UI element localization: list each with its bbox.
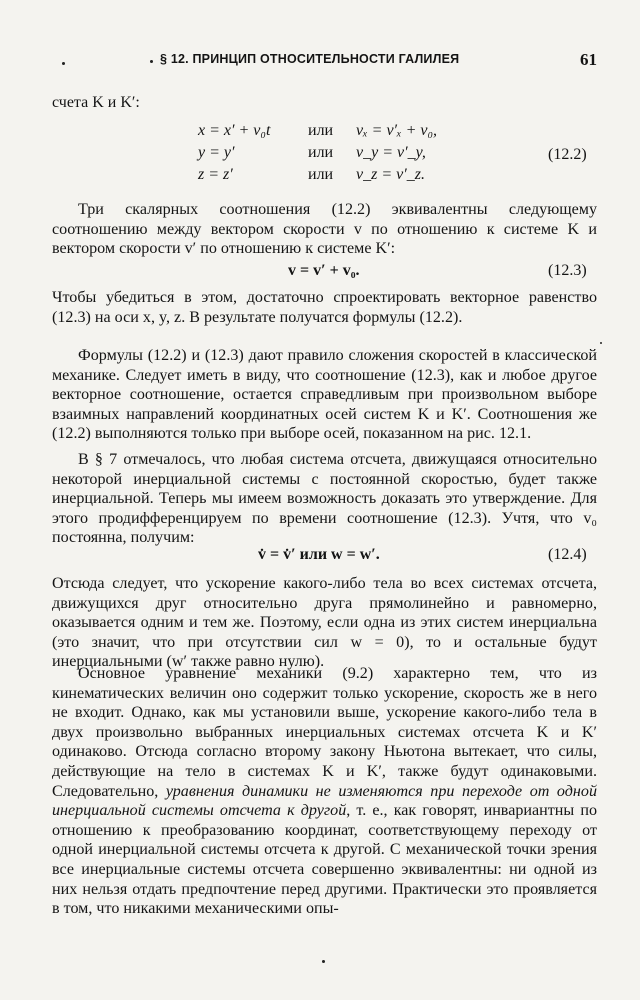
equation-rhs: vₓ = v′ₓ + v₀, bbox=[356, 122, 438, 139]
page-number: 61 bbox=[580, 50, 597, 69]
equation-sep: или bbox=[308, 122, 334, 139]
equation-number-12-3: (12.3) bbox=[548, 262, 587, 279]
equation-lhs: y = y′ bbox=[198, 144, 235, 161]
equation-row bbox=[198, 120, 437, 142]
paragraph-4: В § 7 отмечалось, что любая система отсчета, движущаяся относительно некоторой инерциальной системы с постоянной скоростью, будет также инерциальной. Теперь мы имеем возможность доказать это утверждение. Для этого продифференцируем по времени соотношение (12.3). Учтя, что v₀ постоянна, получим: bbox=[52, 451, 597, 547]
print-speck bbox=[150, 60, 153, 63]
equation-rhs: v_z = v′_z. bbox=[356, 166, 425, 183]
paragraph-2: Чтобы убедиться в этом, достаточно спроектировать векторное равенство (12.3) на оси x, y, z. В результате получатся формулы (12.2). bbox=[52, 289, 597, 326]
equation-number-12-2: (12.2) bbox=[548, 146, 587, 163]
equation-row bbox=[198, 142, 437, 164]
equation-lhs: x = x′ + v₀t bbox=[198, 122, 271, 139]
equations-12-2 bbox=[198, 120, 437, 186]
paragraph-6-text: Основное уравнение механики (9.2) характерно тем, что из кинематических величин оно содержит только ускорение, скорость же в него не входит. Однако, как мы установили выше, ускорение какого-либо тела в двух произвольно выбранных инерциальных системах отсчета K и K′ одинаково. Отсюда согласно второму закону Ньютона вытекает, что силы, действующие на тело в системах K и K′, также будут одинаковыми. Следовательно, bbox=[52, 665, 597, 800]
equation-sep: или bbox=[308, 144, 334, 161]
equation-12-3: v = v′ + v₀. bbox=[288, 262, 360, 279]
paragraph-6 bbox=[52, 664, 597, 919]
running-header: § 12. ПРИНЦИП ОТНОСИТЕЛЬНОСТИ ГАЛИЛЕЯ bbox=[160, 52, 460, 66]
intro-line: счета K и K′: bbox=[52, 94, 140, 111]
print-speck bbox=[600, 342, 602, 344]
print-speck bbox=[322, 960, 325, 963]
equation-12-4: v̇ = v̇′ или w = w′. bbox=[258, 546, 380, 563]
paragraph-5: Отсюда следует, что ускорение какого-либо тела во всех системах отсчета, движущихся друг относительно друга прямолинейно и равномерно, оказывается одним и тем же. Поэтому, если одна из этих систем инерциальна (это значит, что при отсутствии сил w = 0), то и остальные будут инерциальными (w′ также равно нулю). bbox=[52, 575, 597, 671]
paragraph-1: Три скалярных соотношения (12.2) эквивалентны следующему соотношению между вектором скорости v по отношению к системе K и вектором скорости v′ по отношению к системе K′: bbox=[52, 201, 597, 258]
equation-rhs: v_y = v′_y, bbox=[356, 144, 426, 161]
paragraph-6-emphasis: уравнения динамики не изменяются при переходе от одной инерциальной системы отсчета к другой bbox=[52, 782, 597, 820]
equation-number-12-4: (12.4) bbox=[548, 546, 587, 563]
paragraph-6-continuation: , т. е., как говорят, инвариантны по отношению к преобразованию координат, соответствующему переходу от одной инерциальной системы отсчета к другой. С механической точки зрения все инерциальные системы отсчета совершенно эквивалентны: ни одной из них нельзя отдать предпочтение перед другими. Практически это проявляется в том, что никакими механическими опы- bbox=[52, 802, 597, 918]
equation-lhs: z = z′ bbox=[198, 166, 233, 183]
print-speck bbox=[62, 62, 65, 65]
paragraph-3: Формулы (12.2) и (12.3) дают правило сложения скоростей в классической механике. Следует иметь в виду, что соотношение (12.3), как и любое другое векторное соотношение, остается справедливым при произвольном выборе взаимных направлений координатных осей систем K и K′. Соотношения же (12.2) выполняются только при выборе осей, показанном на рис. 12.1. bbox=[52, 347, 597, 443]
equation-sep: или bbox=[308, 166, 334, 183]
equation-row bbox=[198, 164, 437, 186]
